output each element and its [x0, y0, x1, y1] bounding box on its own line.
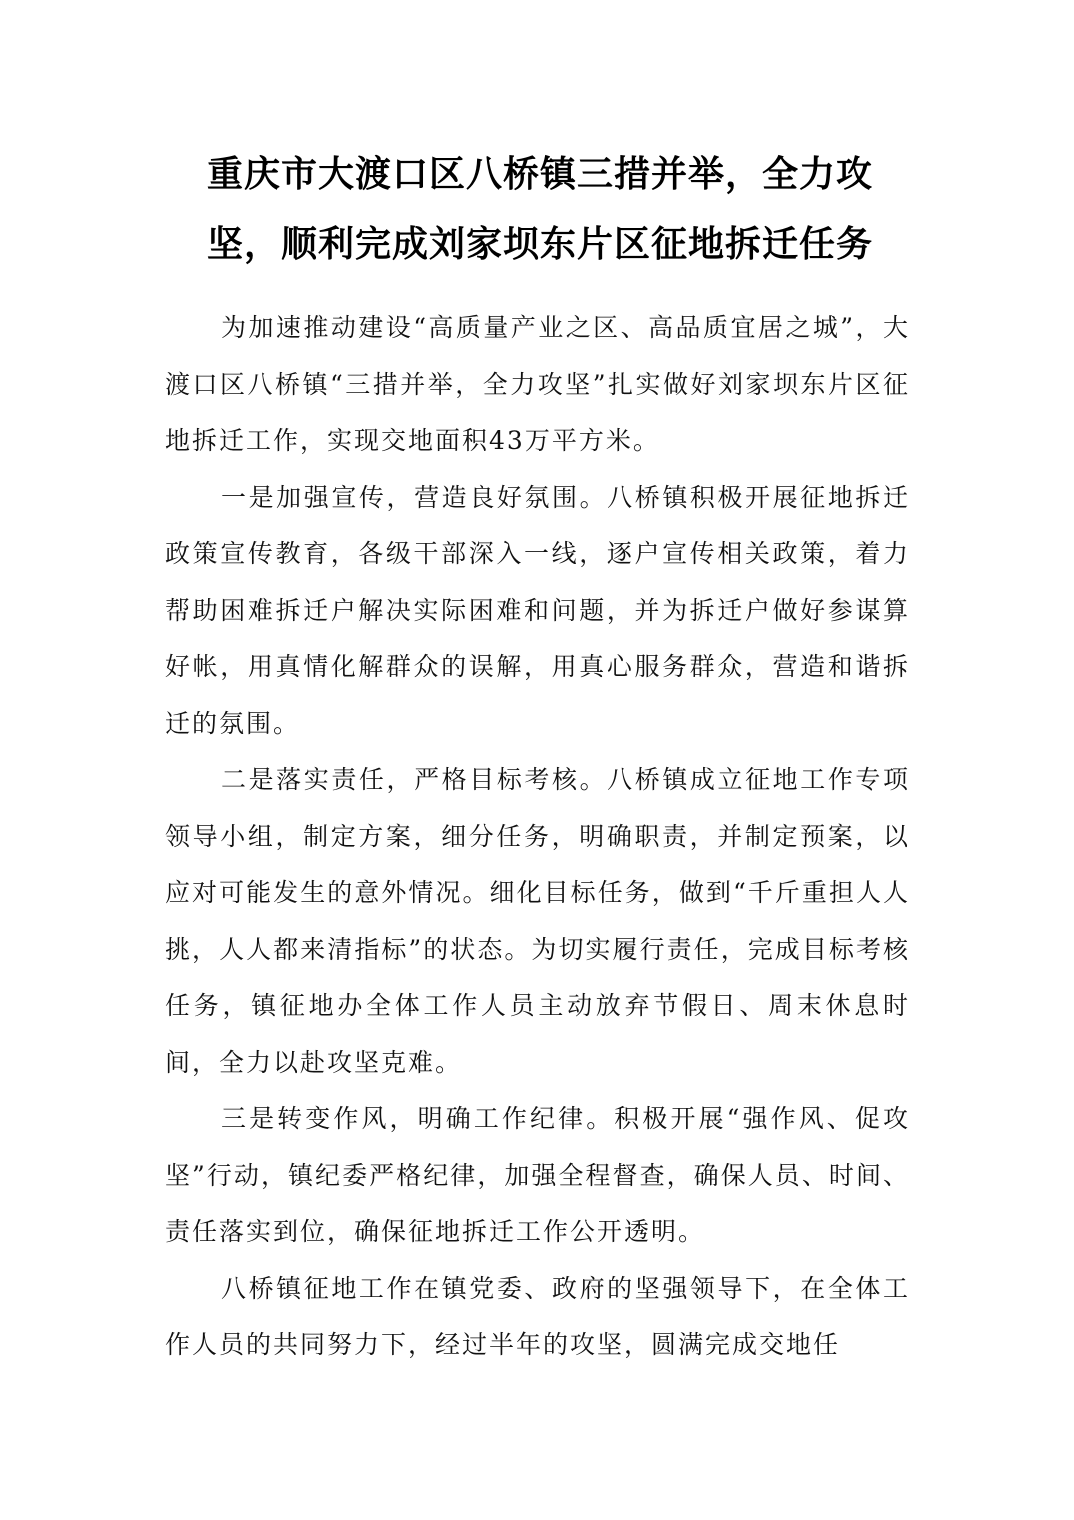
document-body — [165, 300, 910, 1374]
title-line-1: 重庆市大渡口区八桥镇三措并举，全力攻 — [206, 154, 873, 195]
document-title — [160, 140, 920, 280]
paragraph-responsibility: 二是落实责任，严格目标考核。八桥镇成立征地工作专项领导小组，制定方案，细分任务，明确职责，并制定预案，以应对可能发生的意外情况。细化目标任务，做到“千斤重担人人挑，人人都来清指标”的状态。为切实履行责任，完成目标考核任务，镇征地办全体工作人员主动放弃节假日、周末休息时间，全力以赴攻坚克难。 — [165, 765, 910, 1077]
title-line-2: 坚，顺利完成刘家坝东片区征地拆迁任务 — [206, 224, 873, 265]
paragraph-conclusion: 八桥镇征地工作在镇党委、政府的坚强领导下，在全体工作人员的共同努力下，经过半年的攻坚，圆满完成交地任 — [165, 1273, 910, 1359]
paragraph-intro: 为加速推动建设“高质量产业之区、高品质宜居之城”，大渡口区八桥镇“三措并举，全力攻坚”扎实做好刘家坝东片区征地拆迁工作，实现交地面积43万平方米。 — [165, 313, 910, 455]
paragraph-publicity: 一是加强宣传，营造良好氛围。八桥镇积极开展征地拆迁政策宣传教育，各级干部深入一线，逐户宣传相关政策，着力帮助困难拆迁户解决实际困难和问题，并为拆迁户做好参谋算好帐，用真情化解群众的误解，用真心服务群众，营造和谐拆迁的氛围。 — [165, 482, 910, 738]
paragraph-discipline: 三是转变作风，明确工作纪律。积极开展“强作风、促攻坚”行动，镇纪委严格纪律，加强全程督查，确保人员、时间、责任落实到位，确保征地拆迁工作公开透明。 — [165, 1104, 910, 1246]
